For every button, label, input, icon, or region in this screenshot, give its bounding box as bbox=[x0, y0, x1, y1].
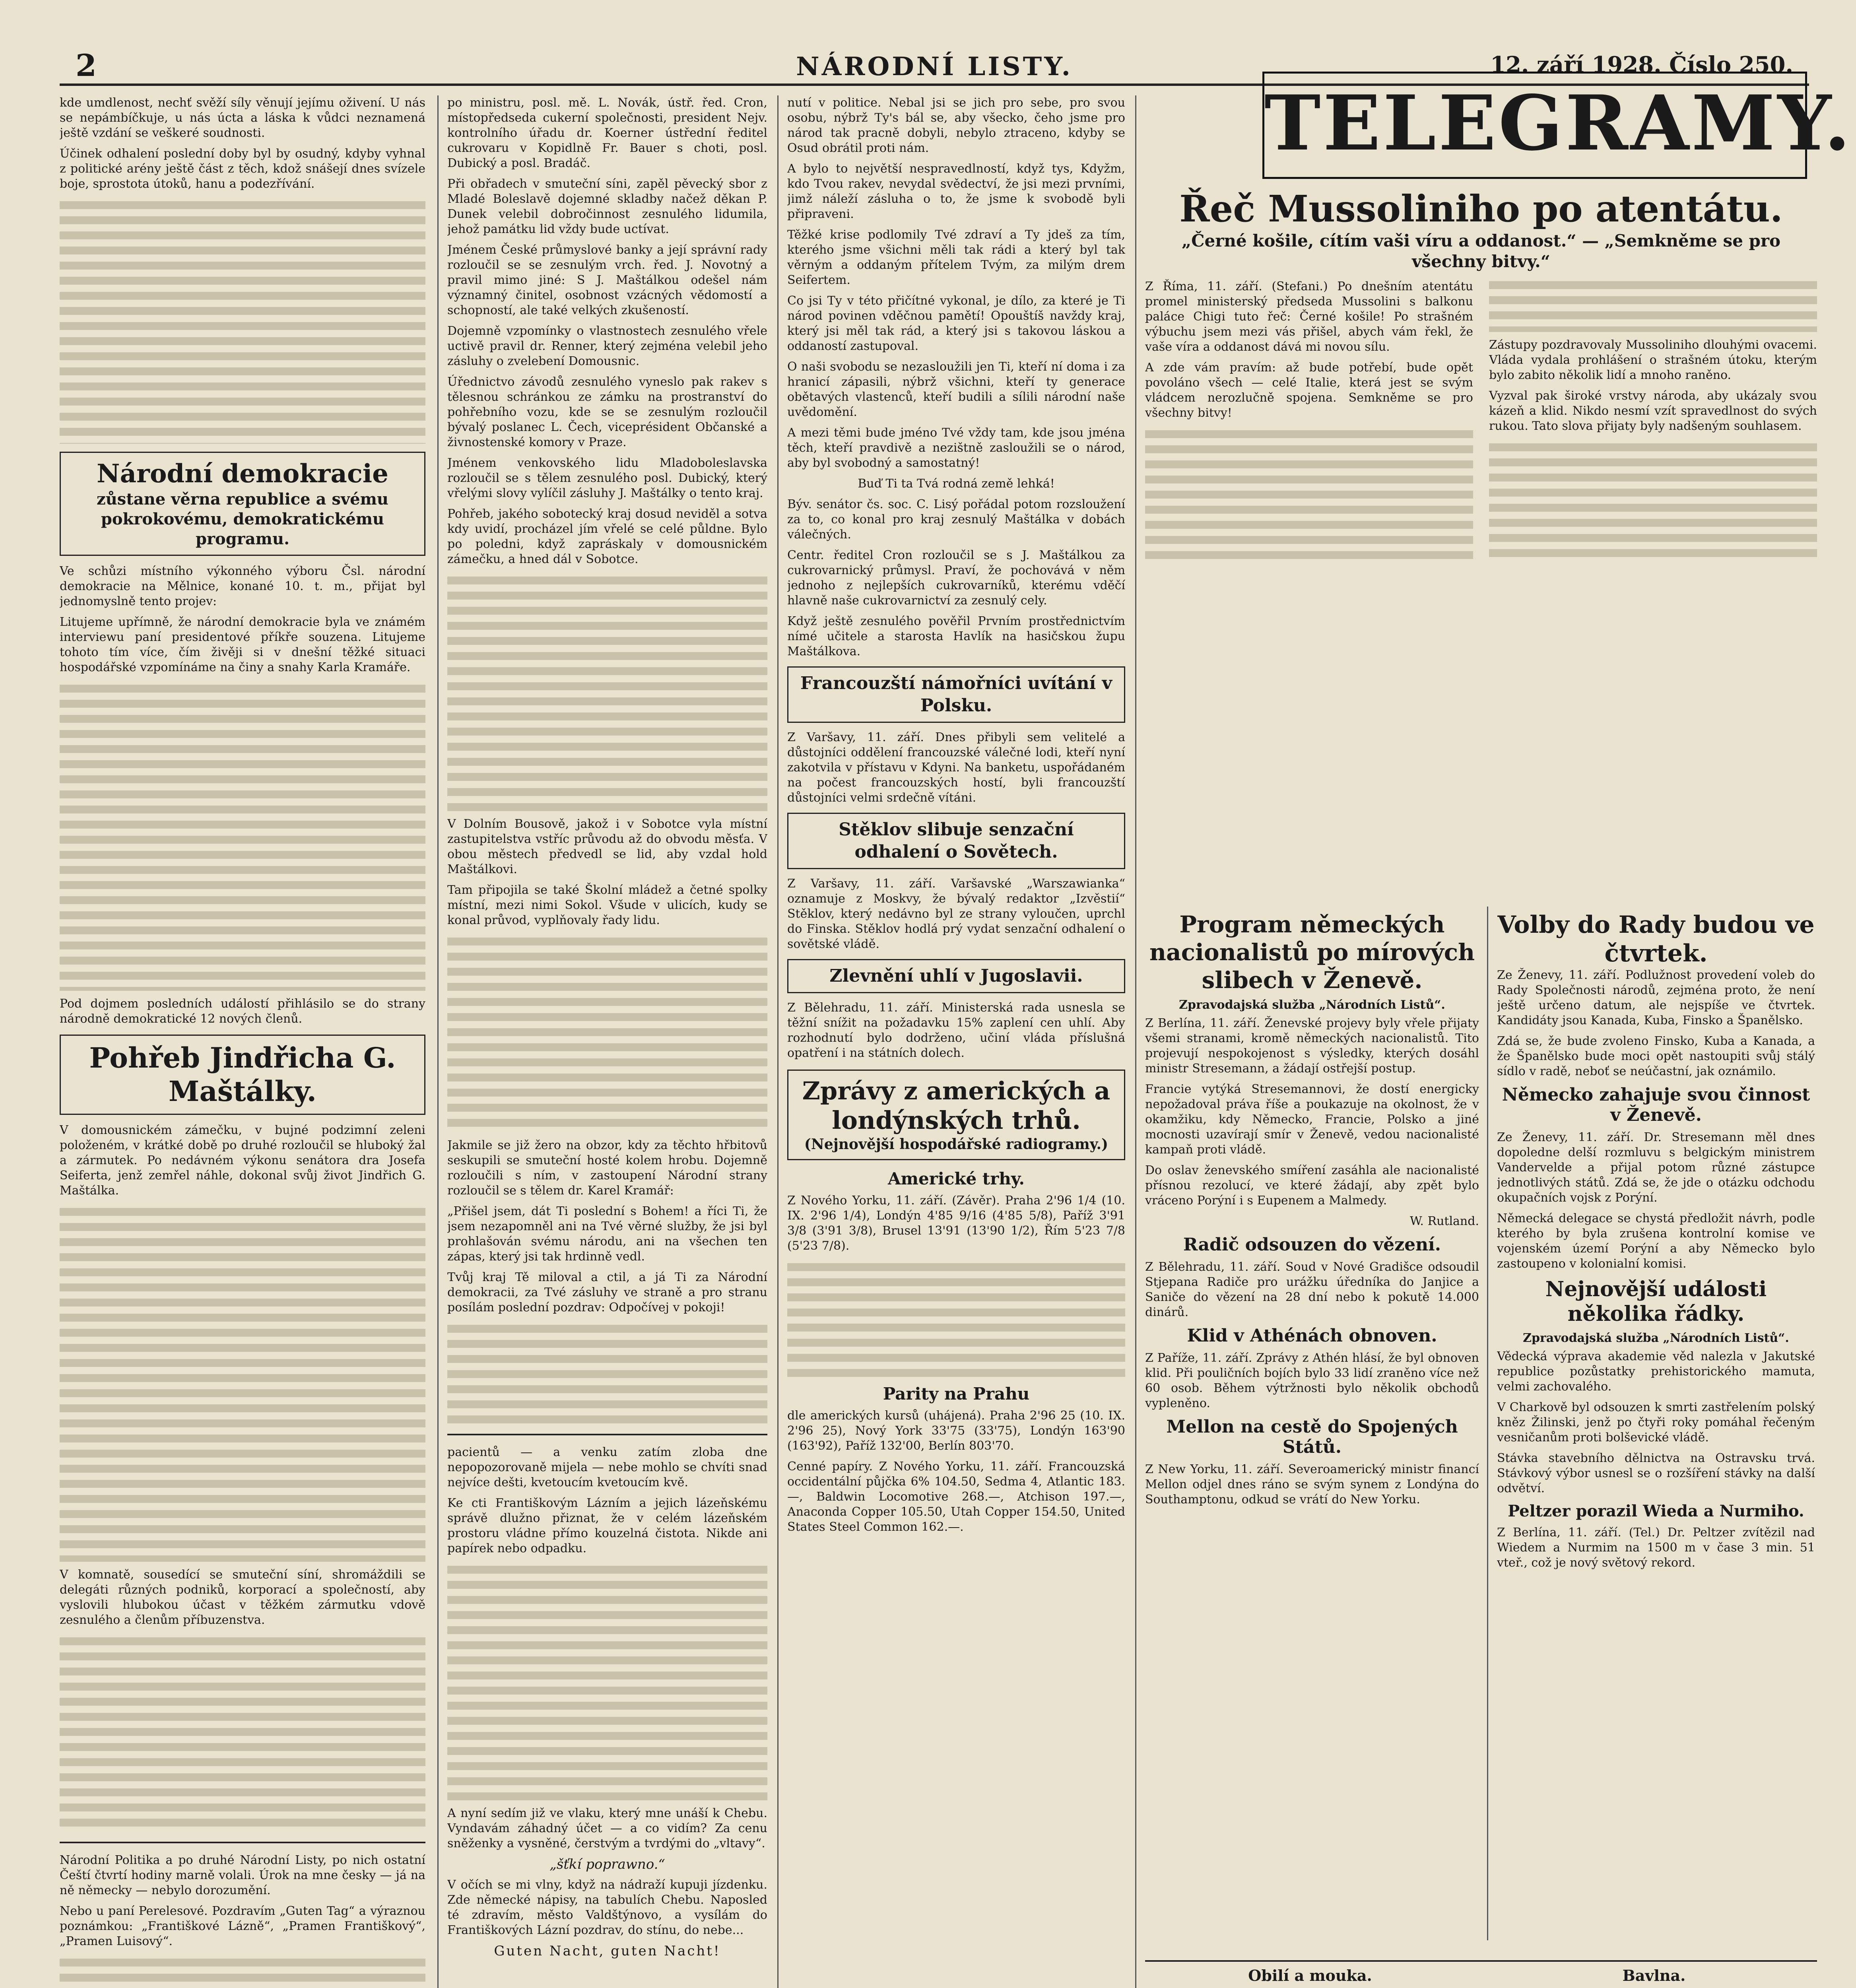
text-paragraph: Co jsi Ty v této přičítné vykonal, je dílo, za které je Ti národ povinen vděčnou pamětí! Opouštíš navždy kraj, který jsi měl tak rád, a který jsi s takovou láskou a oddaností zastupoval. bbox=[787, 294, 1125, 353]
headline: Francouzští námořníci uvítání v Polsku. bbox=[800, 673, 1112, 716]
text-paragraph: Národní Politika a po druhé Národní Listy, po nich ostatní Čeští čtvrtí hodiny marně volali. Úrok na mne česky — já na ně německy — nebylo dorozumění. bbox=[60, 1853, 425, 1897]
markets-columns bbox=[1145, 1962, 1817, 1988]
text-paragraph: Úřednictvo závodů zesnulého vyneslo pak rakev s tělesnou schránkou ze zámku na prostranství do pohřebního vozu, kde se se zesnulým rozloučil bývalý poslanec L. Čech, viceprésident Občanské a živnostenské komory v Praze. bbox=[447, 375, 767, 449]
section-heading: Obilí a mouka. bbox=[1248, 1967, 1372, 1984]
text-paragraph: A nyní sedím již ve vlaku, který mne unáší k Chebu. Vyndavám záhadný účet — a co vidím? Za cenu sněženky a vysněné, čerstvým a tvrdými do „vltavy“. bbox=[447, 1806, 767, 1850]
body-text-block bbox=[447, 1321, 767, 1424]
text-paragraph: V Dolním Bousově, jakož i v Sobotce vyla místní zastupitelstva vstříc průvodu až do obvodu měsťa. V obou městech předvedl se lid, aby vzdal hold Maštálkovi. bbox=[447, 817, 767, 876]
text-paragraph: Ve schůzi místního výkonného výboru Čsl. národní demokracie na Mělnice, konané 10. t. m., přijat byl jednomyslně tento projev: bbox=[60, 564, 425, 608]
text-paragraph: „Přišel jsem, dát Ti poslední s Bohem! a říci Ti, že jsem nezapomněl ani na Tvé věrné služby, že jsi byl prohlašován svému národu, ani na všechen ten zápas, který jsi tak hrdinně vedl. bbox=[447, 1204, 767, 1264]
text-paragraph: Dojemně vzpomínky o vlastnostech zesnulého vřele uctivě pravil dr. Renner, který zejména velebil jeho zásluhy o zvelebení Domousnic. bbox=[447, 324, 767, 368]
headline: Pohřeb Jindřicha G. Maštálky. bbox=[89, 1041, 396, 1108]
column-4-top bbox=[1145, 187, 1817, 895]
body-text-block bbox=[447, 1562, 767, 1800]
body-text-block bbox=[60, 1955, 425, 1988]
text-paragraph: O naši svobodu se nezasloužili jen Ti, kteří ní doma i za hranicí zápasili, nýbrž všichni, kteří ty generace obětavých vlastenců, kteří budili a sílili národní naše uvědomění. bbox=[787, 360, 1125, 419]
column-rule bbox=[437, 95, 439, 1988]
text-paragraph: Když ještě zesnulého pověřil Prvním prostřednictvím nímé učitele a starosta Havlík na hasičskou župu Maštálkova. bbox=[787, 614, 1125, 658]
grain-column bbox=[1145, 1962, 1475, 1988]
section-rule bbox=[447, 1434, 767, 1435]
column-5 bbox=[1497, 911, 1815, 1944]
section-rule bbox=[60, 1842, 425, 1843]
markets-section bbox=[1145, 1960, 1817, 1988]
column-3 bbox=[787, 95, 1125, 1988]
text-paragraph: A bylo to největší nespravedlností, když tys, Kdyžm, kdo Tvou rakev, nevydal svědectví, že jsi mezi prvními, jimž náleží zásluha o to, že jsme k svobodě byli připraveni. bbox=[787, 162, 1125, 221]
body-text-block bbox=[447, 934, 767, 1132]
subheadline: Zpravodajská služba „Národních Listů“. bbox=[1523, 1331, 1789, 1345]
text-paragraph: Vědecká výprava akademie věd nalezla v Jakutské republice pozůstatky prehistorického mamuta, velmi zachovalého. bbox=[1497, 1349, 1815, 1394]
headline: Program německých nacionalistů po mírových slibech v Ženevě. bbox=[1149, 911, 1475, 994]
text-paragraph: Jménem České průmyslové banky a její správní rady rozloučil se se zesnulým vrch. řed. J. Novotný a pravil mimo jiné: S J. Maštálkou odešel nám významný činitel, osobnost vzácných vědomostí a schopností, ale také velkých zkušeností. bbox=[447, 243, 767, 317]
section-heading: Parity na Prahu bbox=[883, 1384, 1030, 1404]
text-paragraph: Z New Yorku, 11. září. Severoamerický ministr financí Mellon odjel dnes ráno se svým synem z Londýna do Southamptonu, odkud se vrátí do New Yorku. bbox=[1145, 1462, 1479, 1507]
headline: Stěklov slibuje senzační odhalení o Sovětech. bbox=[839, 819, 1074, 862]
column-rule bbox=[1135, 95, 1136, 1988]
text-paragraph: Při obřadech v smuteční síni, zapěl pěvecký sbor z Mladé Boleslavě dojemné skladby načež děkan P. Dunek velebil dobročinnost zesnulého lidumila, jehož památku lid vždy bude uctívat. bbox=[447, 177, 767, 236]
headline: Klid v Athénách obnoven. bbox=[1187, 1326, 1437, 1346]
section-heading: Bavlna. bbox=[1622, 1967, 1686, 1984]
headline: Radič odsouzen do vězení. bbox=[1183, 1235, 1441, 1255]
text-paragraph: A zde vám pravím: až bude potřebí, bude opět povoláno všech — celé Italie, která jest se svým vládcem nerozlučně spojena. Semkněme se pro všechny bitvy! bbox=[1145, 361, 1473, 420]
text-paragraph: Z Varšavy, 11. září. Dnes přibyli sem velitelé a důstojníci oddělení francouzské válečné lodi, kteří nyní zakotvila v přístavu v Kdyni. Na banketu, uspořádaném na počest francouzských hostí, byli francouzští důstojníci velmi srdečně vítáni. bbox=[787, 730, 1125, 805]
headline: Nejnovější události několika řádky. bbox=[1545, 1277, 1767, 1326]
headline: Zprávy z amerických a londýnských trhů. bbox=[802, 1076, 1110, 1135]
article-headline-box bbox=[787, 813, 1125, 869]
headline: Zlevnění uhlí v Jugoslavii. bbox=[829, 966, 1083, 986]
column-1 bbox=[60, 95, 425, 1988]
text-paragraph: Německá delegace se chystá předložit návrh, podle kterého by byla zrušena kontrolní komise ve vojenském území Porýní a aby Německo bylo zastoupeno v kolonialní komisi. bbox=[1497, 1211, 1815, 1271]
text-paragraph: Zdá se, že bude zvoleno Finsko, Kuba a Kanada, a že Španělsko bude moci opět nastoupiti svůj stálý sídlo v radě, neboť se neúčastní, jak oznámilo. bbox=[1497, 1034, 1815, 1078]
column-rule bbox=[777, 95, 779, 1988]
headline: Volby do Rady budou ve čtvrtek. bbox=[1497, 911, 1815, 967]
body-text-block bbox=[60, 197, 425, 444]
text-paragraph: Jménem venkovského lidu Mladoboleslavska rozloučil se s tělem zesnulého posl. Dubický, který vřelými slovy vylíčil zásluhy J. Maštálky o tento kraj. bbox=[447, 456, 767, 500]
column-rule bbox=[1487, 907, 1488, 1940]
text-paragraph: Tam připojila se také Školní mládež a četné spolky místní, mezi nimi Sokol. Všude v ulicích, kudy se konal průvod, vyplňovaly řady lidu. bbox=[447, 883, 767, 927]
text-paragraph: Ze Ženevy, 11. září. Podlužnost provedení voleb do Rady Společnosti národů, zejména proto, že není ještě určeno datum, ale nejspíše ve čtvrtek. Kandidáty jsou Kanada, Kuba, Finsko a Španělsko. bbox=[1497, 968, 1815, 1027]
headline: Německo zahajuje svou činnost v Ženevě. bbox=[1502, 1085, 1810, 1125]
text-paragraph: Z Bělehradu, 11. září. Soud v Nové Gradišce odsoudil Stjepana Radiče pro urážku úředníka do Janjice a Saniče do vězení na 28 dní nebo k pokutě 14.000 dinárů. bbox=[1145, 1260, 1479, 1319]
text-paragraph: Litujeme upřímně, že národní demokracie byla ve známém interviewu paní presidentové příkře souzena. Litujeme tohoto tím více, čím živěji si v dnešní těžké situaci hospodářské vzpomínáme na činy a snahy Karla Kramáře. bbox=[60, 615, 425, 674]
headline: Řeč Mussoliniho po atentátu. bbox=[1179, 187, 1783, 230]
text-paragraph: Účinek odhalení poslední doby byl by osudný, kdyby vyhnal z politické arény ještě část z těch, kdož snášejí dnes svízele boje, sprostota útoků, hanu a podezřívání. bbox=[60, 147, 425, 191]
telegramy-banner: TELEGRAMY. bbox=[1262, 72, 1807, 179]
text-paragraph: Centr. ředitel Cron rozloučil se s J. Maštálkou za cukrovarnický průmysl. Praví, že pochovává v něm jednoho z nejlepších cukrovarníků, kterému vděčí hlavně naše cukrovarnictví za zesnulý cely. bbox=[787, 548, 1125, 608]
signature: W. Rutland. bbox=[1409, 1214, 1479, 1228]
text-paragraph: kde umdlenost, nechť svěží síly věnují jejímu oživení. U nás se nepámbíčkuje, u nás úcta a láska k vůdci neznamená ještě vzdání se veškeré soudnosti. bbox=[60, 96, 425, 140]
text-paragraph: Nebo u paní Perelesové. Pozdravím „Guten Tag“ a výraznou poznámkou: „Františkové Lázně“, „Pramen Františkový“, „Pramen Luisový“. bbox=[60, 1904, 425, 1948]
subheadline: (Nejnovější hospodářské radiogramy.) bbox=[804, 1136, 1109, 1153]
text-paragraph: Z Nového Yorku, 11. září. (Závěr). Praha 2'96 1/4 (10. IX. 2'96 1/4), Londýn 4'85 9/16 (4'85 5/8), Paříž 3'91 3/8 (3'91 3/8), Brusel 13'91 (13'90 1/2), Řím 5'23 7/8 (5'23 7/8). bbox=[787, 1194, 1125, 1253]
text-paragraph: Z Berlína, 11. září. Ženevské projevy byly vřele přijaty všemi stranami, kromě německých nacionalistů. Tito projevují nespokojenost s výsledky, kterých dosáhl ministr Stresemann, a žádají ostřejší postup. bbox=[1145, 1016, 1479, 1076]
quote-line: „šťkí poprawno.“ bbox=[549, 1856, 665, 1872]
text-paragraph: Býv. senátor čs. soc. C. Lisý pořádal potom rozsloužení za to, co konal pro kraj zesnulý Maštálka v dobách válečných. bbox=[787, 497, 1125, 542]
text-paragraph: V Charkově byl odsouzen k smrti zastřelením polský kněz Žilinski, jenž po čtyři roky pomáhal řečeným vesničanům proti bolševické vládě. bbox=[1497, 1400, 1815, 1444]
subheadline: „Černé košile, cítím vaši víru a oddanost.“ — „Semkněme se pro všechny bitvy.“ bbox=[1181, 231, 1781, 271]
article-headline-box bbox=[787, 1070, 1125, 1160]
text-paragraph: Jakmile se již žero na obzor, kdy za těchto hřbitovů seskupili se smuteční hosté kolem hrobu. Dojemně rozloučili s ním, v zastoupení Národní strany rozloučil se s tělem dr. Karel Kramář: bbox=[447, 1138, 767, 1198]
text-paragraph: dle amerických kursů (uhájená). Praha 2'96 25 (10. IX. 2'96 25), Nový York 33'75 (33'75), Londýn 163'90 (163'92), Paříž 132'00, Berlín 803'70. bbox=[787, 1409, 1125, 1453]
article-headline-box bbox=[60, 1035, 425, 1115]
headline: Mellon na cestě do Spojených Států. bbox=[1166, 1417, 1458, 1457]
page-number: 2 bbox=[76, 48, 97, 83]
headline: Národní demokracie bbox=[97, 459, 388, 489]
text-paragraph: po ministru, posl. mě. L. Novák, ústř. řed. Cron, místopředseda cukerní společnosti, president Nejv. kontrolního úřadu dr. Koerner ústřední ředitel cukrovaru v Kopidlně Fr. Bauer s choti, posl. Dubický a posl. Bradáč. bbox=[447, 96, 767, 170]
paper-title: NÁRODNÍ LISTY. bbox=[796, 52, 1073, 82]
column-2 bbox=[447, 95, 767, 1988]
column-4 bbox=[1145, 911, 1479, 1944]
text-paragraph: Z Bělehradu, 11. září. Ministerská rada usnesla se těžní snížit na požadavku 15% zaplení cen uhlí. Aby rozhodnutí bylo dodrženo, učiní vláda příslušná opatření i na státních dolech. bbox=[787, 1001, 1125, 1060]
subheadline: Zpravodajská služba „Národních Listů“. bbox=[1179, 998, 1445, 1012]
text-paragraph: Zástupy pozdravovaly Mussoliniho dlouhými ovacemi. Vláda vydala prohlášení o strašném útoku, kterým bylo zabito několik lidí a mnoho raněno. bbox=[1489, 338, 1817, 382]
headline: Peltzer porazil Wieda a Nurmiho. bbox=[1508, 1502, 1804, 1520]
text-paragraph: Z Varšavy, 11. září. Varšavské „Warszawianka“ oznamuje z Moskvy, že bývalý redaktor „Izvěstií“ Stěklov, který nedávno byl ze strany vyloučen, uprchl do Finska. Stěklov hodlá prý vydat senzační odhalení o sovětské vládě. bbox=[787, 877, 1125, 951]
body-text-block bbox=[447, 573, 767, 811]
text-paragraph: Pohřeb, jakého sobotecký kraj dosud neviděl a sotva kdy uvidí, procházel jím vřelé se celé půldne. Bylo po poledni, když zapráskaly v domousnickém zámečku, a hned dál v Sobotce. bbox=[447, 507, 767, 566]
article-body bbox=[1145, 279, 1817, 564]
section-heading: Americké trhy. bbox=[887, 1169, 1025, 1188]
text-paragraph: Cenné papíry. Z Nového Yorku, 11. září. Francouzská occidentální půjčka 6% 104.50, Sedma 4, Atlantic 183.—, Baldwin Locomotive 268.—, Atchison 197.—, Anaconda Copper 105.50, Utah Copper 154.50, United States Steel Common 162.—. bbox=[787, 1460, 1125, 1534]
text-paragraph: Stávka stavebního dělnictva na Ostravsku trvá. Stávkový výbor usnesl se o rozšíření stávky na další odvětví. bbox=[1497, 1451, 1815, 1495]
article-headline-box bbox=[787, 959, 1125, 993]
text-paragraph: Ke cti Františkovým Lázním a jejich lázeňskému správě dlužno přiznat, že v celém lázeňském prostoru vládne přímo kouzelná čistota. Nikde ani papírek nebo odpadku. bbox=[447, 1496, 767, 1555]
text-paragraph: A mezi těmi bude jméno Tvé vždy tam, kde jsou jména těch, kteří pravdivě a nezištně zasloužili se o národ, aby byl svobodný a samostatný! bbox=[787, 426, 1125, 470]
text-paragraph: V komnatě, sousedící se smuteční síní, shromáždili se delegáti různých podniků, korporací a společností, aby vyslovili hlubokou účast v těžkém zármutku vdově zesnulého a členům příbuzenstva. bbox=[60, 1568, 425, 1627]
body-text-block bbox=[1489, 439, 1817, 559]
text-paragraph: V domousnickém zámečku, v bujné podzimní zeleni položeném, v krátké době po druhé rozloučil se hluboký žal a zármutek. Po nedávném výkonu senátora dra Josefa Seiferta, jenž zemřel náhle, dokonal svůj život Jindřich G. Maštálka. bbox=[60, 1123, 425, 1198]
text-paragraph: Z Berlína, 11. září. (Tel.) Dr. Peltzer zvítězil nad Wiedem a Nurmim na 1500 m v čase 3 min. 51 vteř., což je nový světový rekord. bbox=[1497, 1526, 1815, 1570]
text-paragraph: Pod dojmem posledních událostí přihlásilo se do strany národně demokratické 12 nových členů. bbox=[60, 997, 425, 1026]
text-paragraph: Francie vytýká Stresemannovi, že dostí energicky nepožadoval práva říše a poukazuje na okolnost, že v okamžiku, kdy Německo, Francie, Polsko a jiné mocnosti uzavírají smír v Ženevě, vedou nacionalisté kampaň proti vládě. bbox=[1145, 1082, 1479, 1157]
subheadline: zůstane věrna republice a svému pokrokovému, demokratickému programu. bbox=[97, 490, 388, 548]
text-paragraph: Těžké krise podlomily Tvé zdraví a Ty jdeš za tím, kterého jsme všichni měli tak rádi a který byl tak věrným a oddaným přítelem Tvým, za milým drem Seifertem. bbox=[787, 228, 1125, 287]
cotton-column bbox=[1491, 1962, 1817, 1988]
body-text-block bbox=[60, 1204, 425, 1562]
text-paragraph: nutí v politice. Nebal jsi se jich pro sebe, pro svou osobu, nýbrž Ty's bál se, aby všecko, čeho jsme pro národ tak pracně dobyli, nebylo ztraceno, kdyby se Osud obrátil proti nám. bbox=[787, 96, 1125, 155]
closing-line: Guten Nacht, guten Nacht! bbox=[494, 1943, 721, 1959]
article-headline-box bbox=[60, 452, 425, 556]
body-text-block bbox=[60, 1633, 425, 1832]
text-paragraph: pacientů — a venku zatím zloba dne nepopozorovaně mijela — nebe mohlo se chvíti snad nejvíce dešti, kvetoucím kvetoucím kvě. bbox=[447, 1445, 767, 1489]
text-paragraph: Z Říma, 11. září. (Stefani.) Po dnešním atentátu promel ministerský předseda Mussolini s balkonu paláce Chigi tuto řeč: Černé košile! Po strašném výbuchu jsem mezi vás přišel, abych vám řekl, že vaše víra a oddanost dává mi novou sílu. bbox=[1145, 280, 1473, 354]
text-paragraph: Z Paříže, 11. září. Zprávy z Athén hlásí, že byl obnoven klid. Při pouličních bojích bylo 33 lidí zraněno více než 60 osob. Během výtržnosti bylo několik obchodů vypleněno. bbox=[1145, 1351, 1479, 1410]
article-headline-box bbox=[787, 666, 1125, 723]
text-paragraph: Buď Ti ta Tvá rodná země lehká! bbox=[858, 477, 1055, 491]
text-paragraph: Vyzval pak široké vrstvy národa, aby ukázaly svou kázeň a klid. Nikdo nesmí vzít spravedlnost do svých rukou. Tato slova přijaty byly nadšeným souhlasem. bbox=[1489, 389, 1817, 433]
body-text-block bbox=[60, 681, 425, 991]
text-paragraph: Do oslav ženevského smíření zasáhla ale nacionalisté přísnou rezolucí, ve které žádají, aby zpět bylo vráceno Porýní i s Eupenem a Malmedy. bbox=[1145, 1163, 1479, 1208]
body-text-block bbox=[787, 1259, 1125, 1378]
text-paragraph: Tvůj kraj Tě miloval a ctil, a já Ti za Národní demokracii, za Tvé zásluhy ve straně a pro stranu posílám poslední pozdrav: Odpočívej v pokoji! bbox=[447, 1270, 767, 1314]
text-paragraph: V očích se mi vlny, když na nádraží kupuji jízdenku. Zde německé nápisy, na tabulích Chebu. Naposled té zdravím, město Valdštýnovo, a vysílám do Františkových Lázní pozdrav, do stínu, do nebe... bbox=[447, 1878, 767, 1937]
text-paragraph: Ze Ženevy, 11. září. Dr. Stresemann měl dnes dopoledne delší rozmluvu s belgickým ministrem Vandervelde a přijal potom různé zástupce jednotlivých států. Zdá se, že jde o otázku odchodu okupačních vojsk z Porýní. bbox=[1497, 1130, 1815, 1205]
issue-date: 12. září 1928. Číslo 250. bbox=[1490, 52, 1793, 78]
